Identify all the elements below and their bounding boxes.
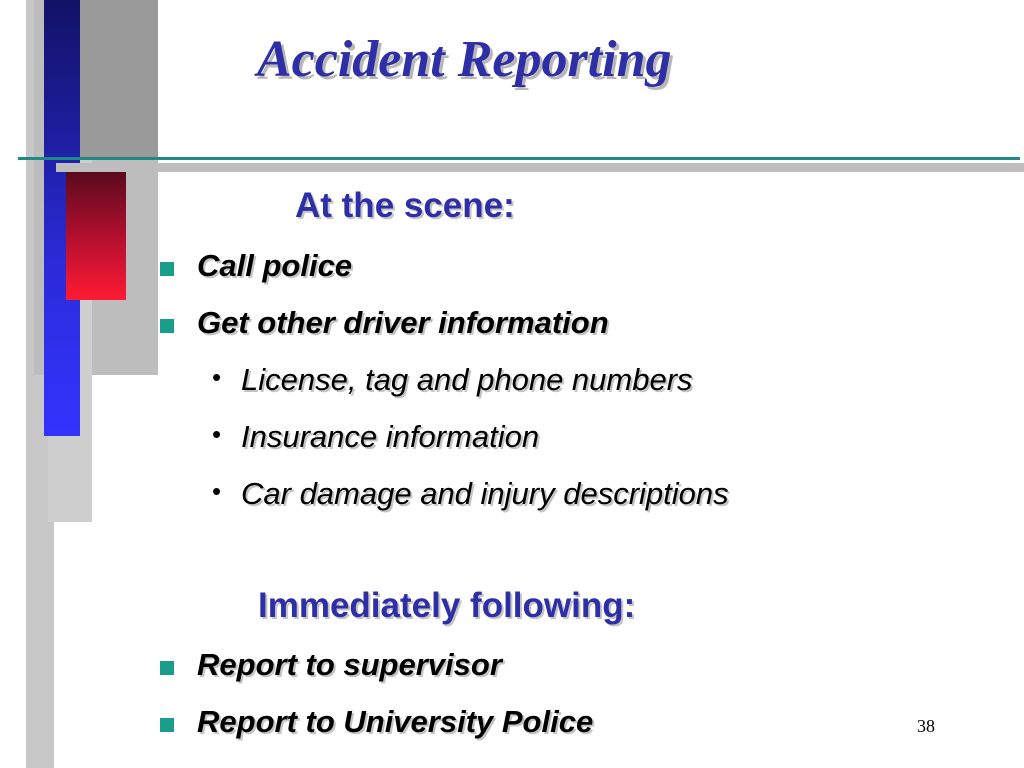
bullet-item-report-police — [160, 704, 593, 740]
bullet-item-report-supervisor — [160, 647, 502, 683]
bullet-text: Call police — [197, 248, 353, 283]
slide-title: Accident Reporting — [257, 31, 672, 88]
sub-bullet-item-insurance — [212, 419, 539, 455]
page-number: 38 — [917, 716, 935, 736]
dot-bullet-icon: • — [212, 476, 222, 506]
title-rule-line — [18, 157, 1020, 160]
bullet-item-call-police — [160, 248, 352, 284]
square-bullet-icon — [160, 262, 174, 276]
square-bullet-icon — [160, 319, 174, 333]
square-bullet-icon — [160, 661, 174, 675]
square-bullet-icon — [160, 718, 174, 732]
dot-bullet-icon: • — [212, 419, 222, 449]
dot-bullet-icon: • — [212, 362, 222, 392]
title-rule-shadow — [56, 163, 1024, 172]
sub-bullet-text: License, tag and phone numbers — [241, 362, 693, 397]
bullet-item-driver-info — [160, 305, 609, 341]
sub-bullet-item-license — [212, 362, 693, 398]
sub-bullet-text: Insurance information — [241, 419, 540, 454]
sub-bullet-item-damage — [212, 476, 729, 512]
bullet-text: Report to supervisor — [197, 647, 502, 682]
decor-block-red — [66, 172, 126, 300]
bullet-text: Get other driver information — [197, 305, 609, 340]
decor-bar-gray-inner — [80, 0, 158, 160]
section-heading-at-scene: At the scene: — [295, 186, 515, 225]
sub-bullet-text: Car damage and injury descriptions — [241, 476, 729, 511]
section-heading-immediately-following: Immediately following: — [258, 586, 636, 625]
bullet-text: Report to University Police — [197, 704, 594, 739]
